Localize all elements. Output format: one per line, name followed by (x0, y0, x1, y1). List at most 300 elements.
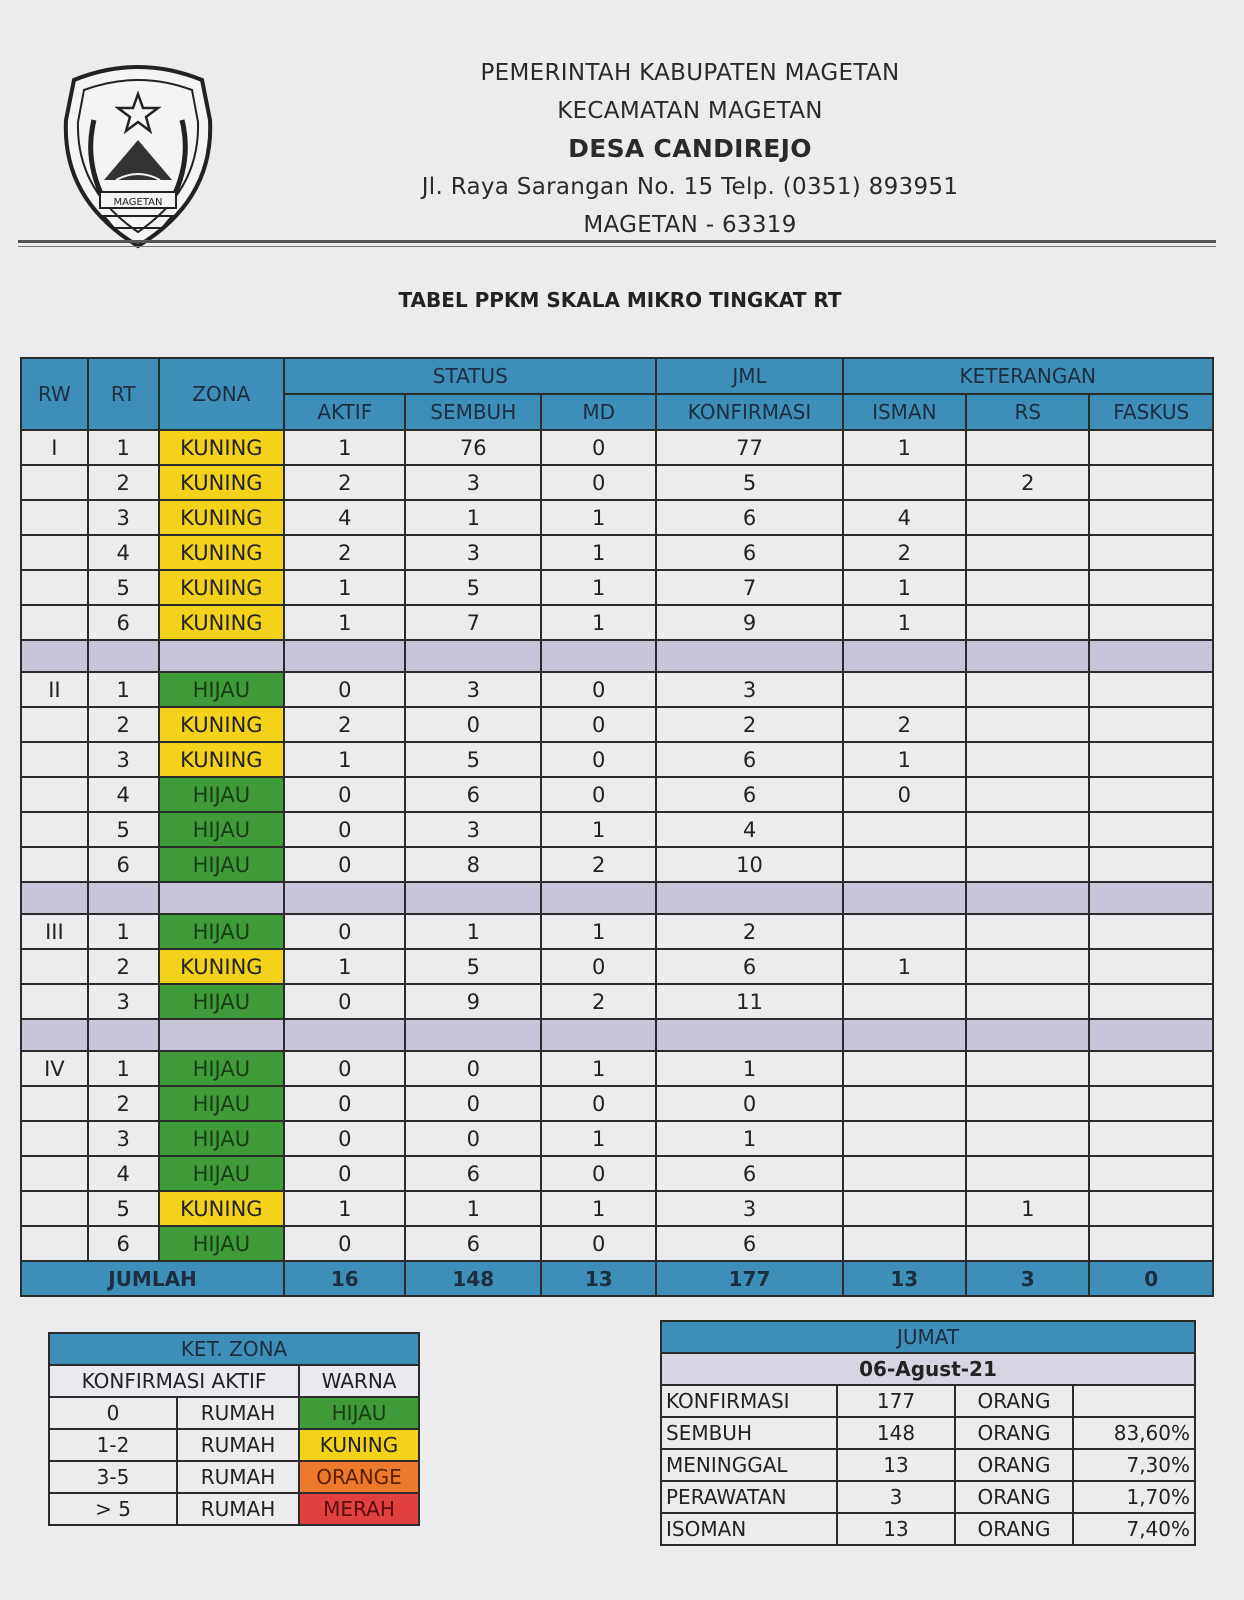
cell-rw (21, 1191, 88, 1226)
cell-rw (21, 949, 88, 984)
cell-zona: HIJAU (159, 1156, 284, 1191)
cell-faskus (1089, 949, 1213, 984)
cell-aktif: 1 (284, 430, 405, 465)
cell-faskus (1089, 984, 1213, 1019)
header-isman: ISMAN (843, 394, 966, 430)
cell-jml: 1 (656, 1121, 842, 1156)
cell-rt: 2 (88, 707, 159, 742)
cell-rw (21, 605, 88, 640)
table-row (21, 535, 1213, 570)
cell-jml: 6 (656, 535, 842, 570)
cell-md: 0 (541, 1086, 656, 1121)
zone-unit: RUMAH (177, 1397, 299, 1429)
cell-rs (966, 1226, 1089, 1261)
separator-cell (541, 1019, 656, 1051)
header-faskus: FASKUS (1089, 394, 1213, 430)
separator-cell (656, 1019, 842, 1051)
cell-rs (966, 1156, 1089, 1191)
cell-rw (21, 707, 88, 742)
cell-rw: II (21, 672, 88, 707)
cell-faskus (1089, 465, 1213, 500)
cell-aktif: 1 (284, 742, 405, 777)
cell-rs (966, 914, 1089, 949)
cell-sembuh: 7 (405, 605, 541, 640)
cell-rt: 5 (88, 812, 159, 847)
zone-unit: RUMAH (177, 1461, 299, 1493)
zone-legend-col2: WARNA (299, 1365, 419, 1397)
summary-label: PERAWATAN (661, 1481, 837, 1513)
cell-rw (21, 812, 88, 847)
table-row (21, 949, 1213, 984)
cell-aktif: 0 (284, 847, 405, 882)
cell-rt: 5 (88, 570, 159, 605)
cell-isman (843, 914, 966, 949)
cell-sembuh: 5 (405, 742, 541, 777)
cell-jml: 6 (656, 742, 842, 777)
cell-rt: 4 (88, 777, 159, 812)
table-row (21, 742, 1213, 777)
summary-value: 13 (837, 1513, 955, 1545)
cell-md: 1 (541, 500, 656, 535)
cell-aktif: 0 (284, 1051, 405, 1086)
cell-jml: 6 (656, 500, 842, 535)
cell-md: 2 (541, 984, 656, 1019)
cell-sembuh: 1 (405, 1191, 541, 1226)
group-separator (21, 882, 1213, 914)
separator-cell (1089, 1019, 1213, 1051)
summary-row (661, 1417, 1195, 1449)
cell-aktif: 0 (284, 812, 405, 847)
header-rt: RT (88, 358, 159, 430)
separator-cell (21, 640, 88, 672)
cell-isman (843, 812, 966, 847)
cell-rs (966, 812, 1089, 847)
cell-aktif: 0 (284, 672, 405, 707)
cell-sembuh: 9 (405, 984, 541, 1019)
zone-color: ORANGE (299, 1461, 419, 1493)
cell-rs: 1 (966, 1191, 1089, 1226)
cell-rt: 4 (88, 535, 159, 570)
summary-unit: ORANG (955, 1481, 1073, 1513)
cell-faskus (1089, 847, 1213, 882)
magetan-seal-icon (54, 60, 222, 252)
summary-body (661, 1385, 1195, 1545)
cell-zona: HIJAU (159, 1086, 284, 1121)
summary-pct: 7,30% (1073, 1449, 1195, 1481)
cell-jml: 2 (656, 707, 842, 742)
cell-isman: 1 (843, 430, 966, 465)
cell-rs (966, 430, 1089, 465)
table-row (21, 777, 1213, 812)
cell-isman: 0 (843, 777, 966, 812)
cell-rs (966, 777, 1089, 812)
header-rs: RS (966, 394, 1089, 430)
cell-rt: 6 (88, 1226, 159, 1261)
cell-md: 2 (541, 847, 656, 882)
cell-md: 0 (541, 465, 656, 500)
separator-cell (88, 640, 159, 672)
summary-row (661, 1513, 1195, 1545)
cell-rw (21, 1086, 88, 1121)
separator-cell (966, 640, 1089, 672)
zone-legend-table (48, 1332, 420, 1526)
summary-row (661, 1449, 1195, 1481)
summary-unit: ORANG (955, 1385, 1073, 1417)
zone-color: MERAH (299, 1493, 419, 1525)
summary-unit: ORANG (955, 1417, 1073, 1449)
cell-jml: 7 (656, 570, 842, 605)
cell-aktif: 2 (284, 707, 405, 742)
cell-zona: HIJAU (159, 1121, 284, 1156)
cell-sembuh: 0 (405, 707, 541, 742)
cell-rw (21, 465, 88, 500)
zone-unit: RUMAH (177, 1429, 299, 1461)
cell-rw (21, 1226, 88, 1261)
cell-jml: 5 (656, 465, 842, 500)
cell-zona: KUNING (159, 742, 284, 777)
summary-pct: 1,70% (1073, 1481, 1195, 1513)
zone-color: HIJAU (299, 1397, 419, 1429)
cell-jml: 77 (656, 430, 842, 465)
cell-faskus (1089, 742, 1213, 777)
cell-rw (21, 847, 88, 882)
separator-cell (284, 640, 405, 672)
cell-rw: III (21, 914, 88, 949)
cell-isman: 4 (843, 500, 966, 535)
zone-legend-row (49, 1461, 419, 1493)
cell-sembuh: 8 (405, 847, 541, 882)
ppkm-table-body (21, 430, 1213, 1261)
zone-unit: RUMAH (177, 1493, 299, 1525)
cell-aktif: 0 (284, 1086, 405, 1121)
separator-cell (1089, 882, 1213, 914)
cell-zona: HIJAU (159, 672, 284, 707)
cell-rw (21, 777, 88, 812)
cell-rs (966, 1121, 1089, 1156)
cell-faskus (1089, 1086, 1213, 1121)
table-row (21, 984, 1213, 1019)
separator-cell (405, 882, 541, 914)
cell-rt: 3 (88, 742, 159, 777)
cell-rt: 1 (88, 430, 159, 465)
cell-md: 1 (541, 1191, 656, 1226)
cell-md: 1 (541, 1051, 656, 1086)
cell-aktif: 0 (284, 1121, 405, 1156)
cell-faskus (1089, 1191, 1213, 1226)
cell-sembuh: 1 (405, 500, 541, 535)
header-aktif: AKTIF (284, 394, 405, 430)
separator-cell (1089, 640, 1213, 672)
cell-md: 1 (541, 914, 656, 949)
cell-sembuh: 0 (405, 1121, 541, 1156)
table-row (21, 1156, 1213, 1191)
cell-md: 0 (541, 672, 656, 707)
total-sembuh: 148 (405, 1261, 541, 1296)
cell-sembuh: 3 (405, 672, 541, 707)
cell-jml: 11 (656, 984, 842, 1019)
cell-faskus (1089, 570, 1213, 605)
cell-rw (21, 984, 88, 1019)
cell-faskus (1089, 672, 1213, 707)
cell-aktif: 1 (284, 605, 405, 640)
cell-rt: 5 (88, 1191, 159, 1226)
cell-md: 0 (541, 707, 656, 742)
cell-jml: 10 (656, 847, 842, 882)
cell-aktif: 2 (284, 465, 405, 500)
header-status: STATUS (284, 358, 656, 394)
cell-zona: KUNING (159, 949, 284, 984)
cell-rs (966, 707, 1089, 742)
cell-rs (966, 742, 1089, 777)
cell-aktif: 0 (284, 1226, 405, 1261)
table-row (21, 570, 1213, 605)
cell-jml: 6 (656, 1226, 842, 1261)
table-row (21, 1226, 1213, 1261)
table-row (21, 707, 1213, 742)
table-row (21, 914, 1213, 949)
cell-faskus (1089, 430, 1213, 465)
table-row (21, 812, 1213, 847)
cell-md: 0 (541, 1156, 656, 1191)
cell-rs (966, 949, 1089, 984)
header-md: MD (541, 394, 656, 430)
cell-md: 1 (541, 812, 656, 847)
address-line: Jl. Raya Sarangan No. 15 Telp. (0351) 893951 (421, 174, 959, 200)
cell-isman (843, 847, 966, 882)
cell-zona: HIJAU (159, 984, 284, 1019)
cell-rt: 2 (88, 1086, 159, 1121)
cell-jml: 3 (656, 1191, 842, 1226)
cell-aktif: 1 (284, 1191, 405, 1226)
summary-label: MENINGGAL (661, 1449, 837, 1481)
cell-zona: KUNING (159, 500, 284, 535)
cell-rt: 1 (88, 1051, 159, 1086)
separator-cell (843, 1019, 966, 1051)
cell-rs (966, 605, 1089, 640)
zone-range: > 5 (49, 1493, 177, 1525)
separator-cell (843, 640, 966, 672)
cell-faskus (1089, 500, 1213, 535)
cell-aktif: 4 (284, 500, 405, 535)
separator-cell (966, 1019, 1089, 1051)
separator-cell (656, 882, 842, 914)
separator-cell (88, 882, 159, 914)
cell-isman: 2 (843, 707, 966, 742)
total-jml: 177 (656, 1261, 842, 1296)
table-title: TABEL PPKM SKALA MIKRO TINGKAT RT (398, 288, 842, 312)
header-zona: ZONA (159, 358, 284, 430)
cell-rt: 6 (88, 847, 159, 882)
header-divider-thin (18, 246, 1216, 247)
summary-unit: ORANG (955, 1513, 1073, 1545)
cell-md: 0 (541, 949, 656, 984)
zone-legend-row (49, 1397, 419, 1429)
cell-md: 1 (541, 1121, 656, 1156)
cell-rt: 3 (88, 1121, 159, 1156)
cell-isman (843, 1156, 966, 1191)
cell-jml: 1 (656, 1051, 842, 1086)
zone-legend-title: KET. ZONA (49, 1333, 419, 1365)
cell-isman: 1 (843, 605, 966, 640)
summary-label: ISOMAN (661, 1513, 837, 1545)
village-line: DESA CANDIREJO (568, 134, 812, 163)
group-separator (21, 1019, 1213, 1051)
cell-md: 1 (541, 535, 656, 570)
cell-rt: 2 (88, 465, 159, 500)
separator-cell (159, 640, 284, 672)
cell-rw: IV (21, 1051, 88, 1086)
cell-faskus (1089, 914, 1213, 949)
cell-aktif: 0 (284, 914, 405, 949)
postal-line: MAGETAN - 63319 (583, 212, 797, 238)
table-row (21, 430, 1213, 465)
cell-aktif: 1 (284, 570, 405, 605)
summary-value: 3 (837, 1481, 955, 1513)
cell-sembuh: 3 (405, 812, 541, 847)
separator-cell (966, 882, 1089, 914)
cell-isman: 1 (843, 570, 966, 605)
cell-faskus (1089, 1051, 1213, 1086)
separator-cell (21, 882, 88, 914)
summary-table (660, 1320, 1196, 1546)
separator-cell (843, 882, 966, 914)
summary-pct: 7,40% (1073, 1513, 1195, 1545)
header-konfirmasi: KONFIRMASI (656, 394, 842, 430)
cell-rw (21, 570, 88, 605)
ppkm-table (20, 357, 1214, 1297)
summary-row (661, 1481, 1195, 1513)
cell-rt: 4 (88, 1156, 159, 1191)
separator-cell (284, 882, 405, 914)
separator-cell (541, 640, 656, 672)
total-rs: 3 (966, 1261, 1089, 1296)
cell-zona: KUNING (159, 570, 284, 605)
cell-rw (21, 1156, 88, 1191)
cell-rt: 1 (88, 672, 159, 707)
cell-rt: 3 (88, 984, 159, 1019)
cell-zona: KUNING (159, 535, 284, 570)
cell-rs (966, 570, 1089, 605)
cell-zona: HIJAU (159, 847, 284, 882)
letterhead-text (380, 54, 1000, 244)
cell-aktif: 2 (284, 535, 405, 570)
separator-cell (88, 1019, 159, 1051)
cell-aktif: 0 (284, 1156, 405, 1191)
table-row (21, 1051, 1213, 1086)
cell-faskus (1089, 1226, 1213, 1261)
cell-isman: 2 (843, 535, 966, 570)
summary-label: SEMBUH (661, 1417, 837, 1449)
cell-jml: 0 (656, 1086, 842, 1121)
summary-value: 177 (837, 1385, 955, 1417)
cell-jml: 4 (656, 812, 842, 847)
cell-zona: HIJAU (159, 914, 284, 949)
cell-rt: 2 (88, 949, 159, 984)
cell-zona: KUNING (159, 707, 284, 742)
separator-cell (541, 882, 656, 914)
zone-color: KUNING (299, 1429, 419, 1461)
cell-isman (843, 672, 966, 707)
table-row (21, 500, 1213, 535)
cell-faskus (1089, 1156, 1213, 1191)
district-line: KECAMATAN MAGETAN (557, 98, 823, 124)
cell-isman (843, 984, 966, 1019)
cell-isman: 1 (843, 742, 966, 777)
cell-zona: HIJAU (159, 1051, 284, 1086)
cell-faskus (1089, 1121, 1213, 1156)
government-line: PEMERINTAH KABUPATEN MAGETAN (480, 60, 900, 86)
zone-range: 1-2 (49, 1429, 177, 1461)
cell-sembuh: 3 (405, 465, 541, 500)
table-row (21, 847, 1213, 882)
separator-cell (284, 1019, 405, 1051)
cell-zona: KUNING (159, 1191, 284, 1226)
header-divider (18, 240, 1216, 243)
letterhead (0, 40, 1244, 260)
total-md: 13 (541, 1261, 656, 1296)
summary-row (661, 1385, 1195, 1417)
cell-zona: KUNING (159, 430, 284, 465)
cell-rt: 3 (88, 500, 159, 535)
cell-jml: 6 (656, 1156, 842, 1191)
table-row (21, 1086, 1213, 1121)
cell-rs (966, 984, 1089, 1019)
total-aktif: 16 (284, 1261, 405, 1296)
cell-sembuh: 0 (405, 1086, 541, 1121)
total-label: JUMLAH (21, 1261, 284, 1296)
cell-zona: KUNING (159, 605, 284, 640)
cell-sembuh: 5 (405, 570, 541, 605)
cell-md: 0 (541, 777, 656, 812)
cell-jml: 2 (656, 914, 842, 949)
summary-unit: ORANG (955, 1449, 1073, 1481)
cell-jml: 9 (656, 605, 842, 640)
separator-cell (405, 1019, 541, 1051)
zone-range: 3-5 (49, 1461, 177, 1493)
summary-value: 148 (837, 1417, 955, 1449)
cell-isman (843, 465, 966, 500)
cell-rw (21, 535, 88, 570)
cell-rs (966, 535, 1089, 570)
zone-range: 0 (49, 1397, 177, 1429)
cell-aktif: 1 (284, 949, 405, 984)
cell-faskus (1089, 812, 1213, 847)
cell-rs (966, 500, 1089, 535)
group-separator (21, 640, 1213, 672)
cell-sembuh: 6 (405, 777, 541, 812)
table-row (21, 605, 1213, 640)
summary-pct: 83,60% (1073, 1417, 1195, 1449)
separator-cell (159, 1019, 284, 1051)
cell-md: 0 (541, 430, 656, 465)
cell-aktif: 0 (284, 777, 405, 812)
cell-rs (966, 672, 1089, 707)
cell-isman (843, 1121, 966, 1156)
summary-value: 13 (837, 1449, 955, 1481)
cell-isman (843, 1086, 966, 1121)
cell-rs (966, 1051, 1089, 1086)
cell-sembuh: 76 (405, 430, 541, 465)
total-faskus: 0 (1089, 1261, 1213, 1296)
cell-sembuh: 5 (405, 949, 541, 984)
cell-isman (843, 1191, 966, 1226)
total-isman: 13 (843, 1261, 966, 1296)
cell-faskus (1089, 777, 1213, 812)
summary-pct (1073, 1385, 1195, 1417)
header-sembuh: SEMBUH (405, 394, 541, 430)
header-jml: JML (656, 358, 842, 394)
cell-sembuh: 3 (405, 535, 541, 570)
